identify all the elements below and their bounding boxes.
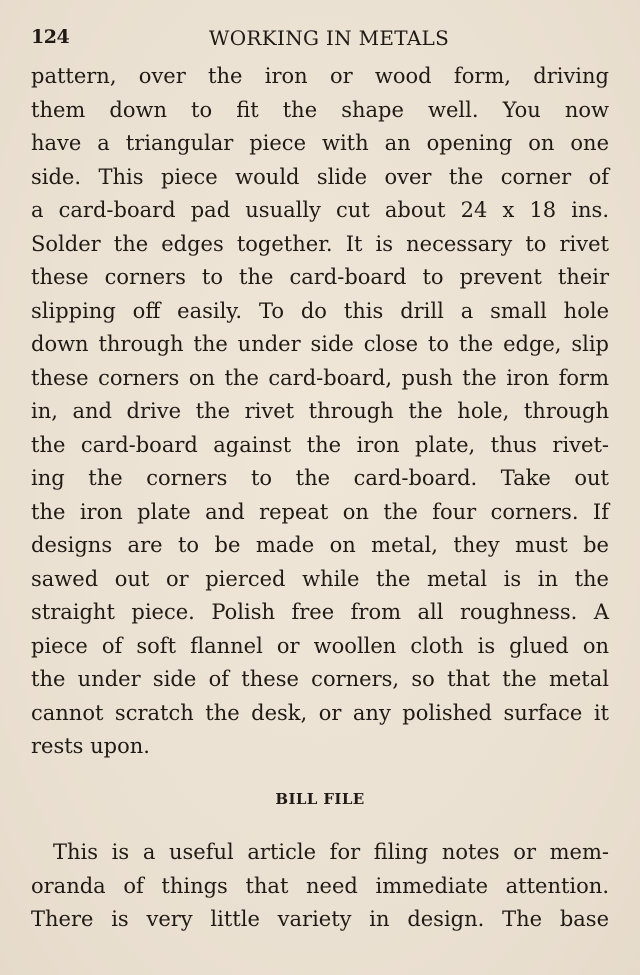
text-line: the under side of these corners, so that the metal: [31, 667, 609, 691]
text-line: Solder the edges together. It is necessary to rivet: [31, 231, 609, 256]
text-line: down through the under side close to the edge, slip: [31, 332, 609, 356]
text-line: slipping off easily. To do this drill a small hole: [31, 298, 609, 323]
text-line: designs are to be made on metal, they must be: [31, 533, 609, 557]
text-line: have a triangular piece with an opening on one: [31, 131, 609, 155]
text-line: these corners to the card-board to prevent their: [31, 265, 609, 289]
text-line: cannot scratch the desk, or any polished surface it: [31, 700, 609, 725]
text-line: sawed out or pierced while the metal is in the: [31, 566, 609, 591]
running-title: WORKING IN METALS: [208, 26, 450, 50]
running-head: [31, 26, 609, 54]
text-line: the card-board against the iron plate, thus rivet-: [31, 432, 609, 457]
text-line: oranda of things that need immediate attention.: [31, 873, 609, 898]
text-line: the iron plate and repeat on the four corners. If: [31, 499, 609, 524]
text-line: them down to fit the shape well. You now: [31, 97, 609, 122]
paragraph-continuation: [31, 60, 609, 764]
text-line: straight piece. Polish free from all roughness. A: [31, 600, 609, 624]
text-line: side. This piece would slide over the corner of: [31, 164, 609, 189]
text-line: a card-board pad usually cut about 24 x 18 ins.: [31, 198, 609, 222]
paragraph-bill-file: [31, 836, 609, 937]
text-line: pattern, over the iron or wood form, driving: [31, 64, 609, 88]
text-line: these corners on the card-board, push the iron form: [31, 365, 609, 390]
text-line: in, and drive the rivet through the hole, through: [31, 399, 609, 423]
text-line: There is very little variety in design. The base: [31, 907, 609, 931]
text-line: ing the corners to the card-board. Take out: [31, 466, 609, 490]
text-line: rests upon.: [31, 734, 150, 758]
section-heading-bill-file: BILL FILE: [275, 790, 365, 808]
page-number: 124: [31, 26, 70, 48]
text-line: piece of soft flannel or woollen cloth is glued on: [31, 633, 609, 658]
text-line: This is a useful article for filing notes or mem-: [53, 840, 609, 864]
